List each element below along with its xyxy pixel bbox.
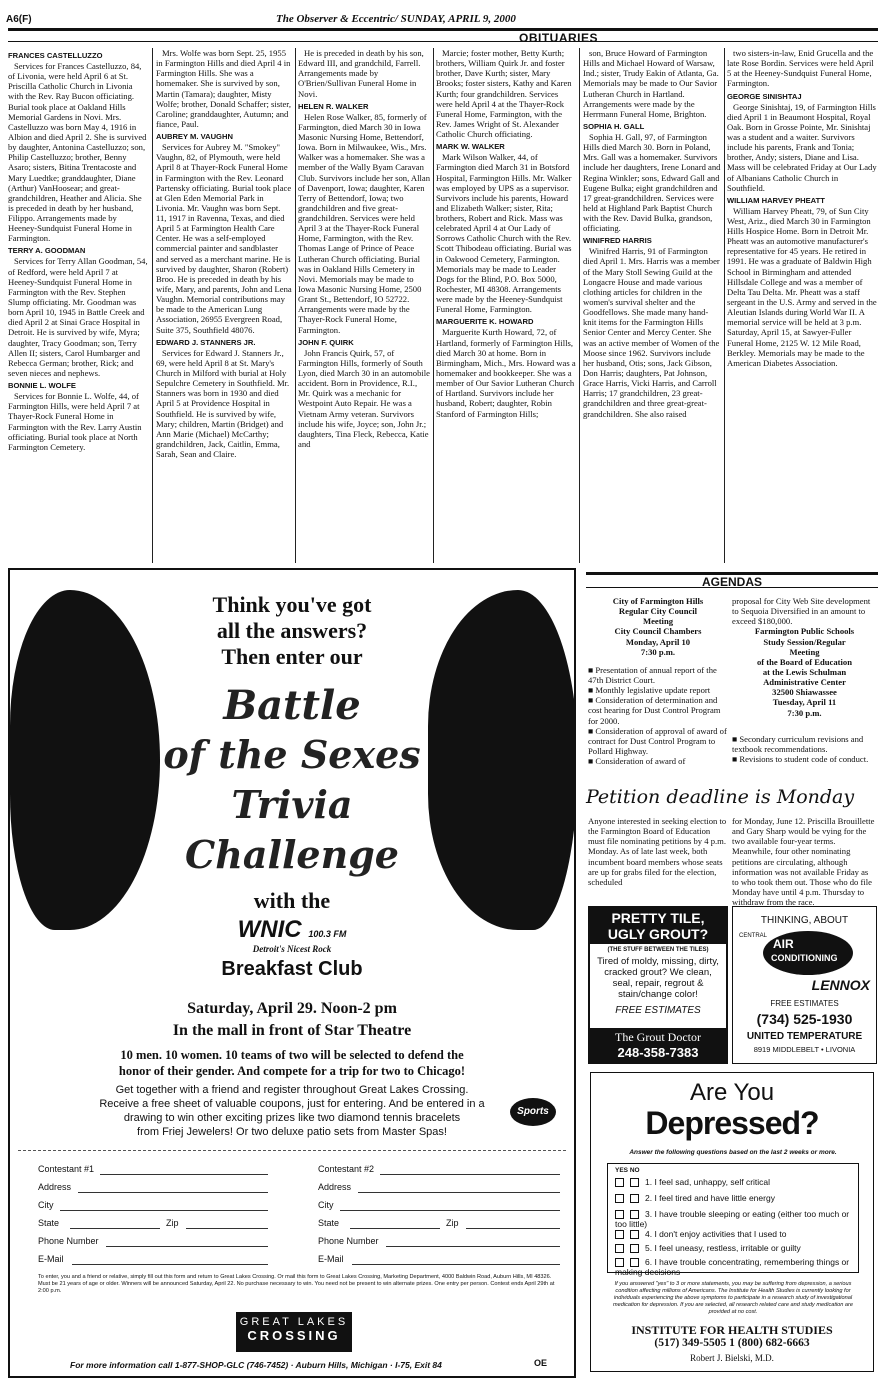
obit-name: GEORGE SINISHTAJ (727, 91, 802, 101)
dep-title-2: Depressed? (645, 1105, 819, 1141)
bullet-icon: ■ (588, 725, 596, 736)
no-checkbox[interactable] (630, 1244, 639, 1253)
agenda-left (588, 596, 728, 766)
depression-study-ad (590, 1072, 874, 1372)
teams-line-2: honor of their gender. And compete for a trip for two to Chicago! (118, 1064, 466, 1078)
section-band (8, 28, 878, 45)
city-2-field[interactable] (340, 1210, 560, 1211)
obit-body: He is preceded in death by his son, Edward III, and grandchild, Farrell. Arrangements made by O'Brien/Sullivan Funeral Home in Novi. (298, 48, 424, 99)
yes-checkbox[interactable] (615, 1178, 624, 1187)
cut-line (18, 1150, 566, 1151)
obit-name: BONNIE L. WOLFE (8, 381, 76, 391)
petition-right: for Monday, June 12. Priscilla Brouillette and Gary Sharp would be vying for the two available four-year terms. Meanwhile, four other nominating petitions are circulating, although information was not available Friday as to who took them out. Those who do file Monday have until 4 p.m. Thursday to withdraw from the race. (732, 816, 875, 908)
column-rule (295, 48, 296, 563)
obit-column-1 (8, 48, 148, 563)
ad-footer: For more information call 1-877-SHOP-GLC (746-7452) · Auburn Hills, Michigan · I-75, Exit 84 (70, 1360, 442, 1370)
bullet-icon: ■ (588, 695, 596, 706)
section-title: OBITUARIES (518, 31, 598, 45)
agenda-item: ■ Presentation of annual report of the 47th District Court. (588, 664, 717, 685)
obit-body: son, Bruce Howard of Farmington Hills and Michael Howard of Warsaw, Ind.; sister, Trudy Eakin of Atlanta, Ga. Memorials may be made to Our Savior Lutheran Church in Hartland. Arrangements were made by the Herrmann Funeral Home, Brighton. (583, 48, 719, 119)
obit-name: JOHN F. QUIRK (298, 337, 354, 347)
station-tagline: Detroit's Nicest Rock (252, 944, 332, 954)
contestant-2-field[interactable] (380, 1174, 560, 1175)
grout-body: Tired of moldy, missing, dirty, cracked grout? We clean, seal, repair, regrout & stain/change color! (597, 956, 719, 1000)
zip-1-field[interactable] (186, 1228, 268, 1229)
grout-brand: The Grout Doctor (615, 1030, 701, 1044)
column-rule (433, 48, 434, 563)
obit-column-5 (583, 48, 721, 563)
petition-headline: Petition deadline is Monday (586, 786, 855, 808)
obit-body: Sophia H. Gall, 97, of Farmington Hills died March 30. Born in Poland, Mrs. Gall was a homemaker. Survivors include her daughters, Irene Lonard and Regina Winkler; sons, Edward Gall and Eugene Bulka; eight grandchildren and 17 great-grandchildren. Services were held at Highland Park Baptist Church with the Rev. David Bulka, grandson, officiating. (583, 131, 721, 234)
agendas-title: AGENDAS (701, 575, 762, 589)
address-1-field[interactable] (78, 1192, 268, 1193)
agenda-right-head (732, 626, 877, 717)
ac-conditioning: CONDITIONING (771, 953, 838, 963)
battle-of-sexes-ad (8, 568, 576, 1378)
event-place: In the mall in front of Star Theatre (172, 1022, 412, 1039)
obit-body: George Sinishtaj, 19, of Farmington Hills died April 1 in Beaumont Hospital, Royal Oak. Born in Grosse Pointe, Mr. Sinishtaj was a student and a waiter. Survivors include his parents, Frank and Tonia; brother, Andy; sisters, Diane and Lisa. Mass will be celebrated Friday at Our Lady of Albanians Catholic Church in Southfield. (727, 101, 877, 193)
agenda-head-line: Administrative Center (763, 677, 846, 688)
no-checkbox[interactable] (630, 1194, 639, 1203)
grout-doctor-ad (588, 906, 728, 1064)
agendas-band (586, 572, 878, 588)
grout-line-1: PRETTY TILE, (611, 910, 705, 926)
agenda-head-line: Farmington Public Schools (754, 626, 855, 637)
script-battle: Battle (223, 682, 361, 729)
obit-name: HELEN R. WALKER (298, 101, 369, 111)
dep-item-3: 3. I have trouble sleeping or eating (either too much or too little) (615, 1209, 850, 1230)
state-1-field[interactable] (70, 1228, 160, 1229)
obit-body: Marguerite Kurth Howard, 72, of Hartland, formerly of Farmington Hills, died March 30 at home. Born in Birmingham, Mich., Mrs. Howard was a homemaker and bookkeeper. She was a member of Our Savior Lutheran Church of Hartland. Survivors include her husband, Robert; daughter, Robin Stanford of Farmington Hills; (436, 327, 576, 419)
yes-checkbox[interactable] (615, 1244, 624, 1253)
yes-checkbox[interactable] (615, 1210, 624, 1219)
no-checkbox[interactable] (630, 1210, 639, 1219)
station-name: WNIC (237, 916, 302, 943)
obit-name: FRANCES CASTELLUZZO (8, 51, 103, 60)
mall-logo (236, 1312, 352, 1352)
obit-name: WINIFRED HARRIS (583, 236, 652, 246)
air-conditioning-ad (732, 906, 877, 1064)
column-rule (152, 48, 153, 563)
obit-body: Services for Bonnie L. Wolfe, 44, of Farmington Hills, were held April 7 at Thayer-Rock Funeral Home in Farmington with the Rev. Larry Austin officiating. Burial took place at North Farmington Cemetery. (8, 391, 142, 452)
masthead: The Observer & Eccentric/ SUNDAY, APRIL 9, 2000 (276, 13, 516, 25)
get-line-3: drawing to win other exciting prizes like two diamond tennis bracelets (123, 1112, 461, 1124)
ad-line-3: Then enter our (221, 644, 363, 669)
obit-body: Services for Terry Allan Goodman, 54, of Redford, were held April 7 at Heeney-Sundquist Funeral Home in Farmington with the Rev. Stephen Slump officiating. Mr. Goodman was born April 10, 1945 in Battle Creek and died April 2 at Sinai Grace Hospital in Detroit. He is survived by wife, Myra; daughter, Tracy Goodman; son, Terry Allen II; sisters, Carol Humbarger and Rebecca German; brother, Rick; and seven nieces and nephews. (8, 256, 148, 378)
email-2-field[interactable] (352, 1264, 560, 1265)
agenda-right (732, 596, 877, 764)
agenda-item: ■ Secondary curriculum revisions and textbook recommendations. (732, 733, 864, 754)
bullet-icon: ■ (588, 756, 596, 767)
agenda-head-line: Meeting (789, 646, 820, 657)
dep-note: If you answered "yes" to 3 or more statements, you may be suffering from depression, a serious condition affecting millions of Americans. The Institute for Health Studies is currently looking for individuals experiencing the above symptoms to participate in a research study of investigational medication for depression. If you are selected, all research related care and study medication are provided at no cost. (612, 1281, 854, 1315)
teams-line-1: 10 men. 10 women. 10 teams of two will be selected to defend the (120, 1048, 464, 1062)
ac-air: AIR (773, 937, 794, 951)
ac-phone: (734) 525-1930 (756, 1011, 853, 1027)
grout-phone: 248-358-7383 (617, 1045, 699, 1060)
no-checkbox[interactable] (630, 1258, 639, 1267)
no-header: NO (629, 1167, 640, 1174)
agenda-item: ■ Monthly legislative update report (588, 685, 711, 696)
obit-body: two sisters-in-law, Enid Grucella and the late Rose Bordin. Services were held April 5 at the Heeney-Sundquist Funeral Home, Farmington. (727, 48, 874, 89)
ad-with-the: with the (253, 888, 331, 913)
obit-body: Marcie; foster mother, Betty Kurth; brothers, William Quirk Jr. and foster brother, Dave Kurth; sister, Mary Brooks; foster sisters, Kathy and Karen Kurth; four grandchildren. Services were held April 4 at the Thayer-Rock Funeral Home, Farmington, with the Rev. James Wright of St. Alexander Catholic Church officiating. (436, 48, 572, 140)
no-checkbox[interactable] (630, 1178, 639, 1187)
script-sexes: of the Sexes (163, 732, 421, 777)
station-logo (10, 916, 574, 944)
yes-header: YES (615, 1167, 629, 1174)
zip-1-label: Zip (166, 1218, 179, 1228)
agenda-item: ■ Consideration of determination and cost hearing for Dust Control Program for 2000. (588, 695, 721, 726)
obit-column-3 (298, 48, 430, 563)
column-rule (579, 48, 580, 563)
column-rule (724, 48, 725, 563)
yes-checkbox[interactable] (615, 1230, 624, 1239)
agenda-item: ■ Consideration of award of (588, 756, 686, 767)
dep-institute: INSTITUTE FOR HEALTH STUDIES (631, 1323, 833, 1337)
no-checkbox[interactable] (630, 1230, 639, 1239)
obit-column-6 (727, 48, 877, 563)
obit-body: Services for Frances Castelluzzo, 84, of Livonia, were held April 6 at St. Priscilla Catholic Church in Livonia with the Rev. Ray Bucon officiating. Burial took place at Oakland Hills Memorial Gardens in Novi. Mrs. Castelluzzo was born May 4, 1916 in Albion and died April 2. She is survived by daughter, Antonina Castelluzzo; son, Philip Castelluzzo; brother, Benny Asaro; sisters, Bitina Trentacoste and Mary Luedtke; granddaughter, Diane (Arthur) VanHoosear; and great-grandchildren, Heather and Alicia. She is preceded in death by her husband, Filippo. Arrangements made by Heeney-Sundquist Funeral Home in Farmington. (8, 60, 147, 244)
agenda-head-line: of the Board of Education (756, 656, 852, 667)
agenda-right-top: proposal for City Web Site development to Sequoia Diversified in an amount to exceed $180,000. (732, 596, 871, 627)
obit-name: TERRY A. GOODMAN (8, 246, 86, 256)
agenda-head-line: Study Session/Regular (763, 636, 846, 647)
phone-1-field[interactable] (106, 1246, 268, 1247)
contestant-1-label: Contestant #1 (38, 1164, 95, 1174)
ad-footer-code: OE (534, 1358, 548, 1368)
bullet-icon: ■ (588, 664, 596, 675)
agenda-head-line: 7:30 p.m. (787, 707, 822, 718)
page-header (6, 10, 878, 30)
obit-body: John Francis Quirk, 57, of Farmington Hills, formerly of South Lyon, died March 30 in an automobile accident. Born in Providence, R.I., Mr. Quirk was a mechanic for Westpoint Auto Repair. He was a Vietnam Army veteran. Survivors include his wife, Joyce; son, John Jr.; daughters, Tina Fleck, Rebecca, Katie and (298, 347, 430, 449)
sports-logo: Sports (510, 1098, 556, 1126)
city-1-field[interactable] (60, 1210, 268, 1211)
dep-item-4: 4. I don't enjoy activities that I used to (615, 1229, 786, 1239)
get-line-4: from Friej Jewelers! Or two deluxe patio sets from Master Spas! (137, 1126, 447, 1138)
page-label: A6(F) (6, 14, 32, 25)
ad-line-2: all the answers? (216, 618, 368, 643)
station-freq: 100.3 FM (308, 929, 347, 939)
dep-item-1: 1. I feel sad, unhappy, self critical (615, 1177, 770, 1187)
email-1-label: E-Mail (38, 1254, 64, 1264)
mall-logo-line-1: GREAT LAKES (239, 1316, 349, 1328)
state-2-field[interactable] (350, 1228, 440, 1229)
grout-line-2: UGLY GROUT? (607, 926, 709, 942)
obit-body: Mrs. Wolfe was born Sept. 25, 1955 in Farmington Hills and died April 4 in Farmington Hills. She was a homemaker. She is survived by son, Martin (Tamara); daughter, Misty Wolfe; brother, Donald Schaffer; sister, Caroline; granddaughter, Autumn; and fiance, Paul. (156, 48, 291, 129)
agenda-item: ■ Consideration of approval of award of contract for Dust Control Program to Pollard Highway. (588, 725, 727, 756)
ac-address: 8919 MIDDLEBELT • LIVONIA (753, 1045, 856, 1054)
address-1-label: Address (38, 1182, 72, 1192)
address-2-field[interactable] (358, 1192, 560, 1193)
city-1-label: City (38, 1200, 54, 1210)
bullet-icon: ■ (588, 685, 596, 696)
obit-body: William Harvey Pheatt, 79, of Sun City West, Ariz., died March 30 in Farmington Hills Hospice Home. Born in Detroit Mr. Pheatt was an automotive manufacturer's representative for 45 years. He retired in 1991. He was a graduate of Baldwin High School in Birmingham and attended Hillsdale College and was a member of Delta Tau Delta. Mr. Pheatt was a staff sergeant in the U.S. Army and served in the Aleutian Islands during World War II. A memorial service will be held at 3 p.m. Saturday, April 15, at Sawyer-Fuller Funeral Home, 2125 W. 12 Mile Road, Berkley. Memorials may be made to the American Diabetes Association. (727, 205, 877, 368)
phone-2-label: Phone Number (318, 1236, 379, 1246)
zip-2-label: Zip (446, 1218, 459, 1228)
obit-column-4 (436, 48, 576, 563)
yes-checkbox[interactable] (615, 1258, 624, 1267)
ac-top: THINKING, ABOUT (760, 915, 849, 926)
dep-item-2: 2. I feel tired and have little energy (615, 1193, 775, 1203)
get-line-1: Get together with a friend and register throughout Great Lakes Crossing. (115, 1084, 469, 1096)
agenda-head-line: Meeting (642, 616, 674, 627)
dep-yes-no (615, 1167, 640, 1174)
script-challenge: Challenge (185, 832, 399, 877)
obit-body: Services for Aubrey M. "Smokey" Vaughn, 82, of Plymouth, were held April 8 at Thayer-Rock Funeral Home in Farmington with the Rev. Leonard Partensky officiating. Burial took place at Glen Eden Memorial Park in Livonia. Mr. Vaughn was born Sept. 11, 1917 in Ravenna, Texas, and died April 5 at Farmington Health Care Center. He was a self-employed commercial painter and sandblaster and served as a merchant marine. He is survived by daughter, Sharon (Robert) Broo. He is preceded in death by his wife, Mary, and parents, John and Lena Vaughn. Memorial contributions may be made to the American Lung Association, 26955 Evergreen Road, Suite 375, Southfield 48076. (156, 142, 292, 335)
obit-body: Winifred Harris, 91 of Farmington died April 1. Mrs. Harris was a member of the Mary Stoll Sewing Guild at the Longacre House and made various clothing articles for children in the women's survival shelter and the Goodfellows. She made many hand-knit items for the Farmington Hills Senior Center and Mercy Center. She was an active member of Women of the Moose since 1962. Survivors include her husband, Otis; sons, Jack Gibson, Don Harris; daughters, Pat Johnson, Grace Harris, Vicki Harris, and Carroll Harris; 17 grandchildren, 23 great-grandchildren and three great-great-grandchildren. She also raised (583, 246, 720, 419)
dep-item-6: 6. I have trouble concentrating, remembering things or making decisions (615, 1257, 850, 1278)
phone-2-field[interactable] (386, 1246, 560, 1247)
obit-body: Mark Wilson Walker, 44, of Farmington died March 31 in Botsford Hospital, Farmington Hills. Mr. Walker was employed by UPS as a supervisor. Survivors include his parents, Howard and Elizabeth Walker; sister, Rita; brothers, Robert and Rick. Mass was celebrated April 4 at Our Lady of Sorrows Catholic Church with the Rev. Scott Thibodeau officiating. Burial was in Oakwood Cemetery, Farmington. Memorials may be made to Leader Dogs for the Blind, P.O. Box 5000, Rochester, MI 48308. Arrangements were made by the Heeney-Sundquist Funeral Home, Farmington. (436, 152, 572, 315)
bullet-icon: ■ (732, 733, 740, 744)
agenda-head-line: at the Lewis Schulman (762, 666, 847, 677)
obit-column-2 (156, 48, 292, 563)
agenda-head-line: Tuesday, April 11 (772, 697, 837, 708)
agenda-item: ■ Revisions to student code of conduct. (732, 753, 869, 764)
bullet-icon: ■ (732, 753, 740, 764)
grout-brand-bar (590, 1028, 726, 1062)
dep-title-1: Are You (689, 1079, 775, 1106)
get-line-2: Receive a free sheet of valuable coupons, just for entering. And be entered in a (99, 1098, 485, 1110)
agenda-head-line: 32500 Shiawassee (772, 687, 837, 698)
dep-phones: (517) 349-5505 1 (800) 682-6663 (654, 1337, 810, 1349)
contestant-2-label: Contestant #2 (318, 1164, 375, 1174)
obit-name: MARK W. WALKER (436, 142, 505, 152)
ac-company: UNITED TEMPERATURE (746, 1031, 863, 1042)
agenda-head-line: City of Farmington Hills (612, 596, 704, 606)
state-1-label: State (38, 1218, 60, 1228)
event-date: Saturday, April 29. Noon-2 pm (187, 1000, 397, 1017)
ac-estimates: FREE ESTIMATES (770, 999, 839, 1008)
petition-left: Anyone interested in seeking election to the Farmington Board of Education must file nominating petitions by 4 p.m. Monday. As of late last week, both incumbent board members whose seats are up for grabs filed for the election, scheduled (588, 816, 727, 887)
agenda-head-line: Regular City Council (618, 606, 698, 617)
yes-checkbox[interactable] (615, 1194, 624, 1203)
breakfast-club: Breakfast Club (221, 958, 363, 980)
obit-body: Helen Rose Walker, 85, formerly of Farmington, died March 30 in Iowa Masonic Nursing Home, Bettendorf, Iowa. Born in Milwaukee, Wis., Mrs. Walker was a homemaker. She was a member of the Wally Byam Caravan Club. Survivors include her son, Allan of Davenport, Iowa; daughter, Karen Terry of Bettendorf, Iowa; two grandchildren and five great-grandchildren. Services were held April 3 at the Thayer-Rock Funeral Home, Farmington, with the Rev. Thomas Lange of Prince of Peace Lutheran Church officiating. Burial was in Oakland Hills Cemetery in Novi. Memorials may be made to Iowa Masonic Nursing Home, 2500 Grant St., Bettendorf, IO 52722. Arrangements were made by the Thayer-Rock Funeral Home, Farmington. (298, 111, 430, 335)
obit-name: WILLIAM HARVEY PHEATT (727, 195, 825, 205)
obit-name: AUBREY M. VAUGHN (156, 132, 233, 142)
ac-central: CENTRAL (739, 933, 768, 939)
fine-print: To enter, you and a friend or relative, simply fill out this form and return to Great Lakes Crossing. Or mail this form to Great Lakes Crossing, Marketing Department, 4000 Baldwin Road, Auburn Hills, MI 48326. Must be 21 years of age or older. Winners will be announced Saturday, April 22. No purchase necessary to win. You need not be present to win alternate prizes. One entry per person. Contest ends April 29th at 2:00 p.m. (38, 1274, 555, 1294)
email-1-field[interactable] (72, 1264, 268, 1265)
obit-name: SOPHIA H. GALL (583, 121, 645, 131)
grout-headline (590, 908, 726, 944)
agenda-head-line: City Council Chambers (614, 626, 702, 637)
grout-sub: (THE STUFF BETWEEN THE TILES) (607, 947, 709, 953)
script-trivia: Trivia (231, 782, 353, 827)
contestant-1-field[interactable] (100, 1174, 268, 1175)
dep-doctor: Robert J. Bielski, M.D. (690, 1353, 774, 1363)
mall-logo-line-2: CROSSING (247, 1328, 341, 1343)
agenda-left-head (588, 596, 728, 657)
zip-2-field[interactable] (466, 1228, 560, 1229)
obit-body: Services for Edward J. Stanners Jr., 69, were held April 8 at St. Mary's Church in Milford with burial at Holy Sepulchre Cemetery in Southfield. Mr. Stanners was born in 1930 and died April 5 at Providence Hospital in Southfield. He is survived by wife, Mary; children, Martin (Bridget) and Ann Marie (Michael) McCarthy; grandchildren, Jack, Caitlin, Emma, Sarah, Sean and Claire. (156, 347, 290, 460)
obit-name: EDWARD J. STANNERS JR. (156, 337, 256, 347)
city-2-label: City (318, 1200, 334, 1210)
address-2-label: Address (318, 1182, 352, 1192)
agenda-head-line: Monday, April 10 (625, 636, 691, 647)
grout-estimates: FREE ESTIMATES (615, 1004, 701, 1016)
email-2-label: E-Mail (318, 1254, 344, 1264)
phone-1-label: Phone Number (38, 1236, 99, 1246)
dep-intro: Answer the following questions based on the last 2 weeks or more. (629, 1149, 837, 1156)
lennox-logo: LENNOX (811, 977, 870, 993)
agenda-head-line: 7:30 p.m. (640, 646, 676, 657)
ad-line-1: Think you've got (212, 592, 372, 617)
dep-item-5: 5. I feel uneasy, restless, irritable or guilty (615, 1243, 801, 1253)
obit-name: MARGUERITE K. HOWARD (436, 317, 534, 327)
state-2-label: State (318, 1218, 340, 1228)
